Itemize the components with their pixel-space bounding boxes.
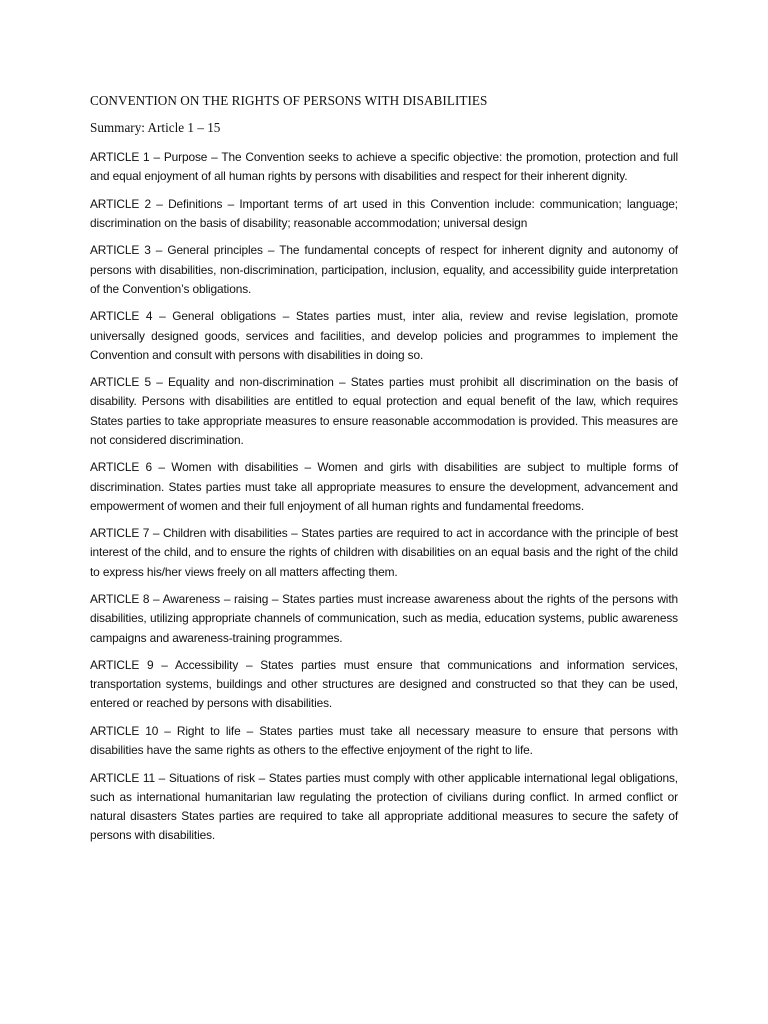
article-1: ARTICLE 1 – Purpose – The Convention seeks to achieve a specific objective: the promotion, protection and full and equal enjoyment of all human rights by persons with disabilities and respect for their inherent dignity. — [90, 150, 678, 184]
article-6: ARTICLE 6 – Women with disabilities – Women and girls with disabilities are subject to multiple forms of discrimination. States parties must take all appropriate measures to ensure the development, advancement and empowerment of women and their full enjoyment of all human rights and fundamental freedoms. — [90, 460, 678, 513]
article-2: ARTICLE 2 – Definitions – Important terms of art used in this Convention include: communication; language; discrimination on the basis of disability; reasonable accommodation; universal design — [90, 196, 678, 230]
article-4: ARTICLE 4 – General obligations – States parties must, inter alia, review and revise legislation, promote universally designed goods, services and facilities, and develop policies and programmes to implement the Convention and consult with persons with disabilities in doing so. — [90, 309, 678, 362]
article-11: ARTICLE 11 – Situations of risk – States parties must comply with other applicable international legal obligations, such as international humanitarian law regulating the protection of civilians during conflict. In armed conflict or natural disasters States parties are required to take all appropriate additional measures to secure the safety of persons with disabilities. — [90, 770, 678, 843]
article-8: ARTICLE 8 – Awareness – raising – States parties must increase awareness about the rights of the persons with disabilities, utilizing appropriate channels of communication, such as media, education systems, public awareness campaigns and awareness-training programmes. — [90, 592, 678, 645]
article-3: ARTICLE 3 – General principles – The fundamental concepts of respect for inherent dignity and autonomy of persons with disabilities, non-discrimination, participation, inclusion, equality, and accessibility guide interpretation of the Convention’s obligations. — [90, 243, 678, 296]
article-9: ARTICLE 9 – Accessibility – States parties must ensure that communications and information services, transportation systems, buildings and other structures are designed and constructed so that they can be used, entered or reached by persons with disabilities. — [90, 658, 678, 711]
article-7: ARTICLE 7 – Children with disabilities – States parties are required to act in accordance with the principle of best interest of the child, and to ensure the rights of children with disabilities on an equal basis and the right of the child to express his/her views freely on all matters affecting them. — [90, 526, 678, 579]
document-title: CONVENTION ON THE RIGHTS OF PERSONS WITH DISABILITIES — [90, 93, 488, 108]
article-10: ARTICLE 10 – Right to life – States parties must take all necessary measure to ensure that persons with disabilities have the same rights as others to the effective enjoyment of the right to life. — [90, 723, 678, 758]
document-subtitle: Summary: Article 1 – 15 — [90, 120, 221, 135]
article-5: ARTICLE 5 – Equality and non-discrimination – States parties must prohibit all discrimination on the basis of disability. Persons with disabilities are entitled to equal protection and equal benefit of the law, which requires States parties to take appropriate measures to ensure reasonable accommodation is provided. This measures are not considered discrimination. — [90, 375, 678, 447]
document-page — [90, 92, 678, 854]
